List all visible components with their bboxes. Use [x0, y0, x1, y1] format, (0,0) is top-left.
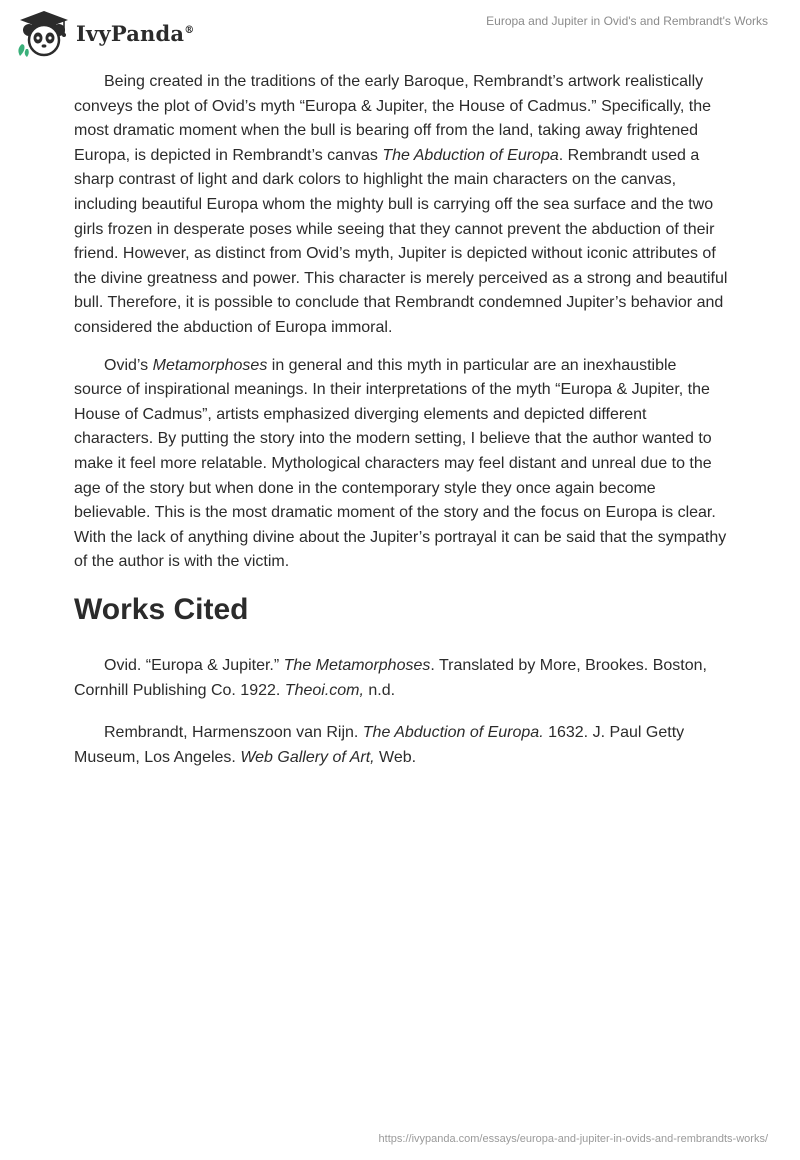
italic-title: The Abduction of Europa.: [362, 723, 544, 741]
citation-entry: [74, 720, 728, 770]
page-header: [0, 0, 800, 64]
italic-title: Theoi.com,: [284, 681, 364, 699]
essay-body: [74, 70, 728, 787]
text-run: Ovid’s: [104, 356, 153, 374]
text-run: Being created in the traditions of the early Baroque, Rembrandt’s artwork realistically conveys the plot of Ovid’s myth “Europa & Jupiter, the House of Cadmus.” Specifically, the most dramatic moment when the bull is bearing off from the land, taking away frightened Europa, is depicted in Rembrandt’s canvas: [74, 73, 712, 164]
italic-title: Web Gallery of Art,: [240, 748, 375, 766]
text-run: . Rembrandt used a sharp contrast of light and dark colors to highlight the main characters on the canvas, including beautiful Europa whom the mighty bull is carrying off the sea surface and the two girls frozen in desperate poses while seeing that they cannot prevent the abduction of their friend. However, as distinct from Ovid’s myth, Jupiter is depicted without iconic attributes of the divine greatness and power. This character is merely perceived as a strong and beautiful bull. Therefore, it is possible to conclude that Rembrandt condemned Jupiter’s behavior and considered the abduction of Europa immoral.: [74, 146, 728, 336]
brand-name: IvyPanda®: [76, 20, 195, 46]
works-cited-heading: Works Cited: [74, 592, 249, 626]
text-run: . Translated by More, Brookes. Boston, Cornhill Publishing Co. 1922.: [74, 656, 707, 699]
registered-mark: ®: [184, 24, 195, 36]
italic-title: Metamorphoses: [152, 356, 268, 374]
text-run: n.d.: [363, 681, 396, 699]
panda-graduation-icon: [14, 8, 74, 58]
text-run: Web.: [374, 748, 417, 766]
citation-entry: [74, 653, 728, 703]
body-paragraph: [74, 70, 728, 341]
logo[interactable]: [14, 8, 194, 58]
document-title: Europa and Jupiter in Ovid's and Rembrandt's Works: [486, 14, 768, 28]
source-url[interactable]: https://ivypanda.com/essays/europa-and-jupiter-in-ovids-and-rembrandts-works/: [378, 1133, 768, 1145]
text-run: Rembrandt, Harmenszoon van Rijn.: [104, 723, 363, 741]
italic-title: The Abduction of Europa: [382, 146, 559, 164]
text-run: Ovid. “Europa & Jupiter.”: [104, 656, 284, 674]
italic-title: The Metamorphoses: [283, 656, 431, 674]
body-paragraph: [74, 354, 728, 575]
text-run: in general and this myth in particular are an inexhaustible source of inspirational meanings. In their interpretations of the myth “Europa & Jupiter, the House of Cadmus”, artists emphasized diverging elements and depicted different characters. By putting the story into the modern setting, I believe that the author wanted to make it feel more relatable. Mythological characters may feel distant and unreal due to the age of the story but when done in the contemporary style they once again become believable. This is the most dramatic moment of the story and the focus on Europa is clear. With the lack of anything divine about the Jupiter’s portrayal it can be said that the sympathy of the author is with the victim.: [74, 356, 727, 571]
text-run: 1632. J. Paul Getty Museum, Los Angeles.: [74, 723, 685, 766]
